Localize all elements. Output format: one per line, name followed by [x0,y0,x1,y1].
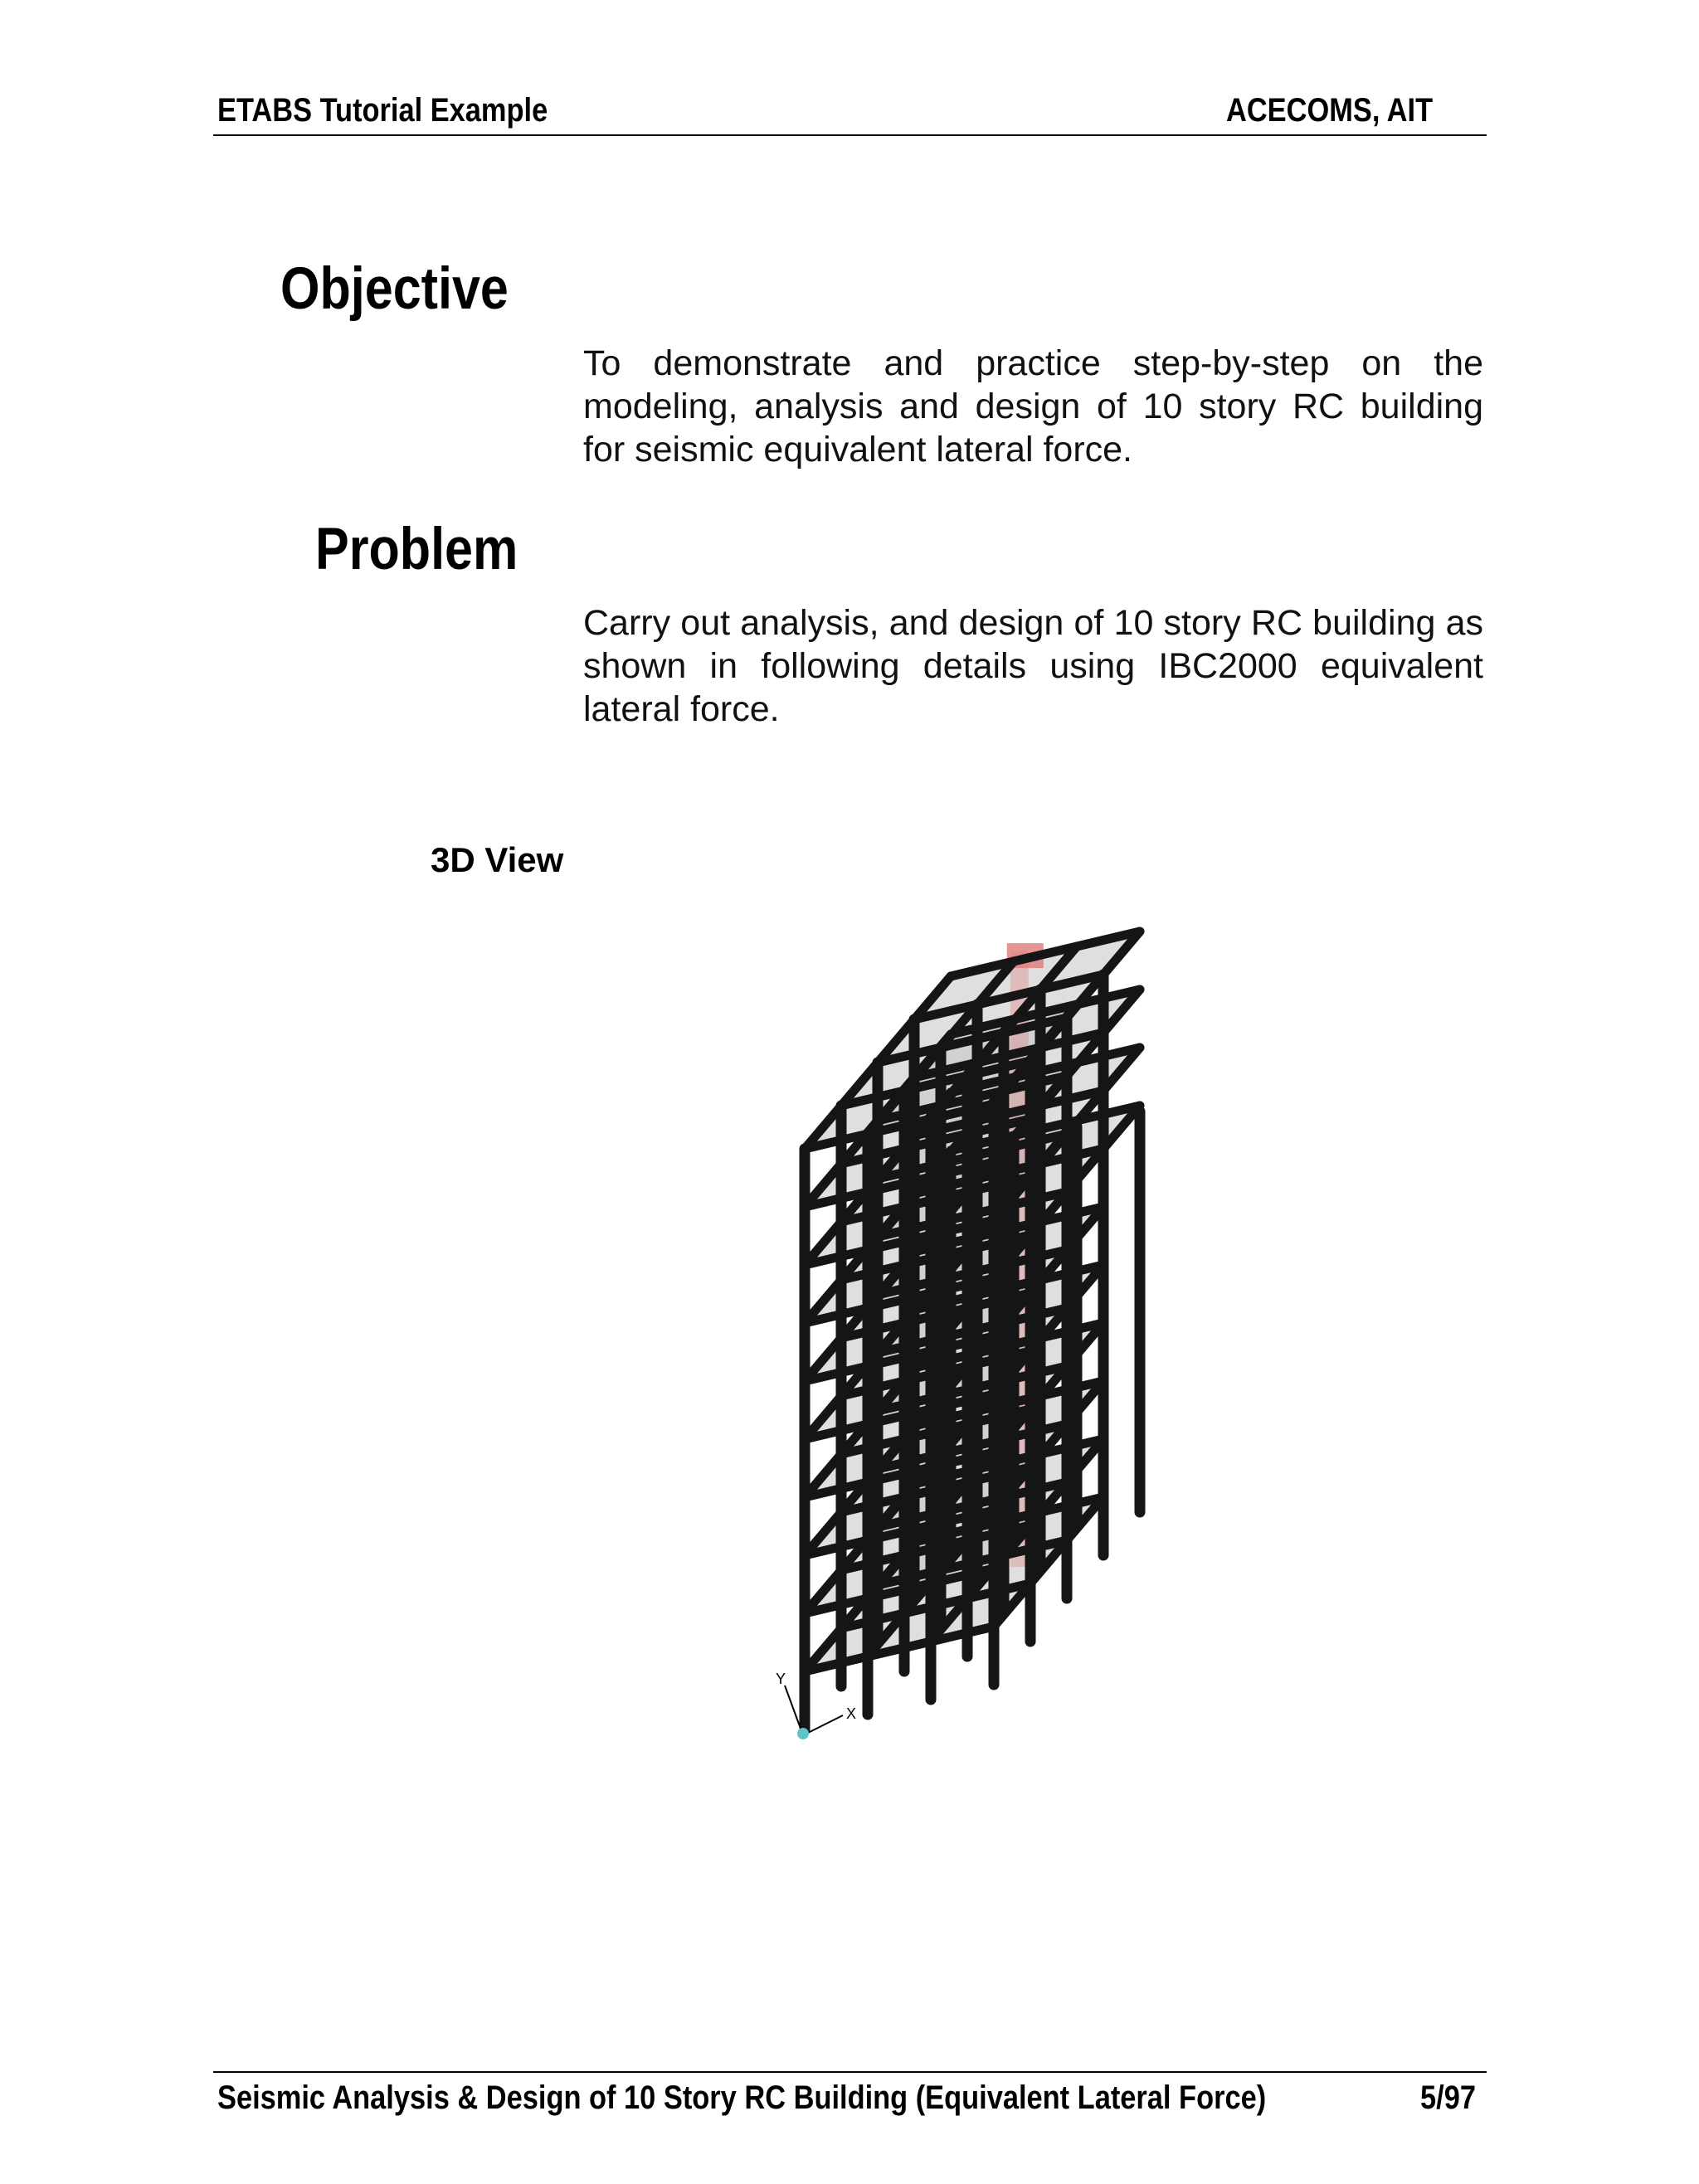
building-3d-view [523,921,1170,1750]
objective-text: To demonstrate and practice step-by-step on the modeling, analysis and design of 10 story RC building for seismic equivalent lateral force. [583,343,1483,469]
header-divider [213,134,1487,136]
x-axis-label: X [846,1705,857,1722]
footer-divider [213,2071,1487,2073]
header-organization: ACECOMS, AIT [1226,92,1434,129]
figure-caption: 3D View [431,840,564,879]
building-3d-view-drawing [523,921,1170,1750]
y-axis-label: Y [776,1671,786,1687]
origin-marker [797,1728,809,1739]
problem-heading: Problem [315,517,518,582]
page-number: 5/97 [1420,2079,1476,2116]
objective-heading: Objective [280,256,509,322]
header-title: ETABS Tutorial Example [217,92,548,129]
problem-text: Carry out analysis, and design of 10 story RC building as shown in following details using IBC2000 equivalent lateral force. [583,603,1483,729]
footer-title: Seismic Analysis & Design of 10 Story RC Building (Equivalent Lateral Force) [217,2079,1267,2116]
